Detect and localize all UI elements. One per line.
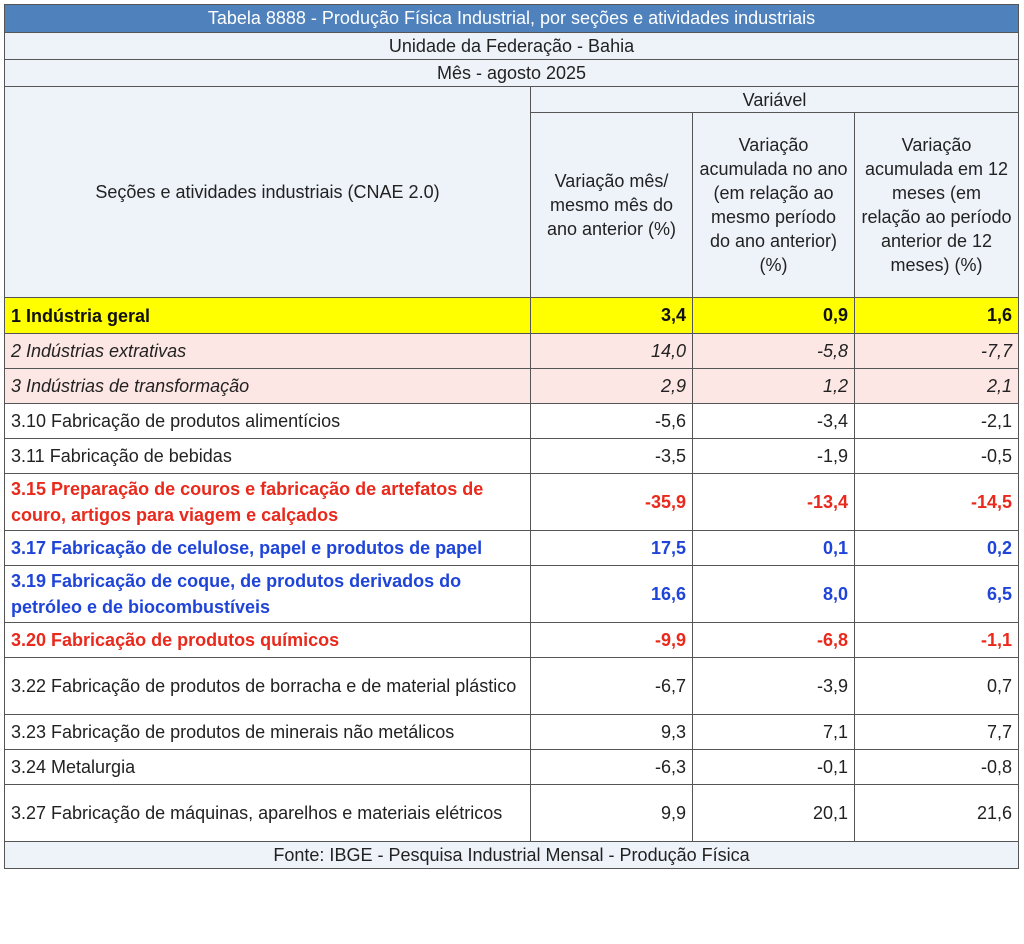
table-row <box>5 658 1019 715</box>
row-value-12m: 7,7 <box>855 715 1019 750</box>
row-value-month: 16,6 <box>531 566 693 623</box>
table-row <box>5 334 1019 369</box>
row-value-12m: 0,7 <box>855 658 1019 715</box>
uf-label: Unidade da Federação - Bahia <box>5 33 1019 60</box>
row-value-12m: 0,2 <box>855 531 1019 566</box>
row-value-month: -6,3 <box>531 750 693 785</box>
row-value-month: 14,0 <box>531 334 693 369</box>
row-value-month: 17,5 <box>531 531 693 566</box>
table-row <box>5 531 1019 566</box>
row-value-12m: -14,5 <box>855 474 1019 531</box>
row-label: 1 Indústria geral <box>5 298 531 334</box>
row-value-year: -13,4 <box>693 474 855 531</box>
table-row <box>5 439 1019 474</box>
table-row <box>5 298 1019 334</box>
sections-header: Seções e atividades industriais (CNAE 2.0) <box>5 87 531 298</box>
row-value-12m: 1,6 <box>855 298 1019 334</box>
row-label: 3.15 Preparação de couros e fabricação de artefatos de couro, artigos para viagem e calçados <box>5 474 531 531</box>
table-footer-source: Fonte: IBGE - Pesquisa Industrial Mensal - Produção Física <box>5 842 1019 869</box>
row-label: 3.10 Fabricação de produtos alimentícios <box>5 404 531 439</box>
row-value-month: 2,9 <box>531 369 693 404</box>
row-value-12m: 21,6 <box>855 785 1019 842</box>
row-value-year: 8,0 <box>693 566 855 623</box>
row-value-month: -5,6 <box>531 404 693 439</box>
row-label: 3.23 Fabricação de produtos de minerais não metálicos <box>5 715 531 750</box>
table-title: Tabela 8888 - Produção Física Industrial, por seções e atividades industriais <box>5 5 1019 33</box>
row-label: 3.20 Fabricação de produtos químicos <box>5 623 531 658</box>
row-value-month: 3,4 <box>531 298 693 334</box>
row-value-12m: -0,8 <box>855 750 1019 785</box>
row-value-year: 1,2 <box>693 369 855 404</box>
table-row <box>5 474 1019 531</box>
row-value-12m: 2,1 <box>855 369 1019 404</box>
row-value-month: 9,9 <box>531 785 693 842</box>
row-label: 3.19 Fabricação de coque, de produtos derivados do petróleo e de biocombustíveis <box>5 566 531 623</box>
table-row <box>5 404 1019 439</box>
row-value-year: -1,9 <box>693 439 855 474</box>
row-label: 3.11 Fabricação de bebidas <box>5 439 531 474</box>
row-value-year: -0,1 <box>693 750 855 785</box>
row-value-year: 20,1 <box>693 785 855 842</box>
row-value-month: -35,9 <box>531 474 693 531</box>
row-value-12m: -1,1 <box>855 623 1019 658</box>
row-value-year: -6,8 <box>693 623 855 658</box>
month-label: Mês - agosto 2025 <box>5 60 1019 87</box>
table-row <box>5 369 1019 404</box>
row-value-month: -3,5 <box>531 439 693 474</box>
table-row <box>5 566 1019 623</box>
col3-header: Variação acumulada em 12 meses (em relação ao período anterior de 12 meses) (%) <box>855 113 1019 298</box>
production-table <box>4 4 1019 869</box>
row-value-year: -3,9 <box>693 658 855 715</box>
row-value-month: -9,9 <box>531 623 693 658</box>
table-row <box>5 785 1019 842</box>
row-label: 3.22 Fabricação de produtos de borracha e de material plástico <box>5 658 531 715</box>
row-value-month: -6,7 <box>531 658 693 715</box>
col1-header: Variação mês/ mesmo mês do ano anterior (%) <box>531 113 693 298</box>
row-label: 2 Indústrias extrativas <box>5 334 531 369</box>
table-row <box>5 623 1019 658</box>
table-container <box>4 4 1018 869</box>
row-value-year: 0,9 <box>693 298 855 334</box>
row-label: 3 Indústrias de transformação <box>5 369 531 404</box>
row-label: 3.27 Fabricação de máquinas, aparelhos e materiais elétricos <box>5 785 531 842</box>
row-value-12m: -0,5 <box>855 439 1019 474</box>
row-label: 3.24 Metalurgia <box>5 750 531 785</box>
table-row <box>5 715 1019 750</box>
row-value-month: 9,3 <box>531 715 693 750</box>
row-value-12m: -7,7 <box>855 334 1019 369</box>
row-value-year: 7,1 <box>693 715 855 750</box>
table-row <box>5 750 1019 785</box>
row-value-year: -3,4 <box>693 404 855 439</box>
row-value-year: -5,8 <box>693 334 855 369</box>
row-value-year: 0,1 <box>693 531 855 566</box>
row-value-12m: 6,5 <box>855 566 1019 623</box>
variable-header: Variável <box>531 87 1019 113</box>
row-value-12m: -2,1 <box>855 404 1019 439</box>
row-label: 3.17 Fabricação de celulose, papel e produtos de papel <box>5 531 531 566</box>
col2-header: Variação acumulada no ano (em relação ao mesmo período do ano anterior) (%) <box>693 113 855 298</box>
